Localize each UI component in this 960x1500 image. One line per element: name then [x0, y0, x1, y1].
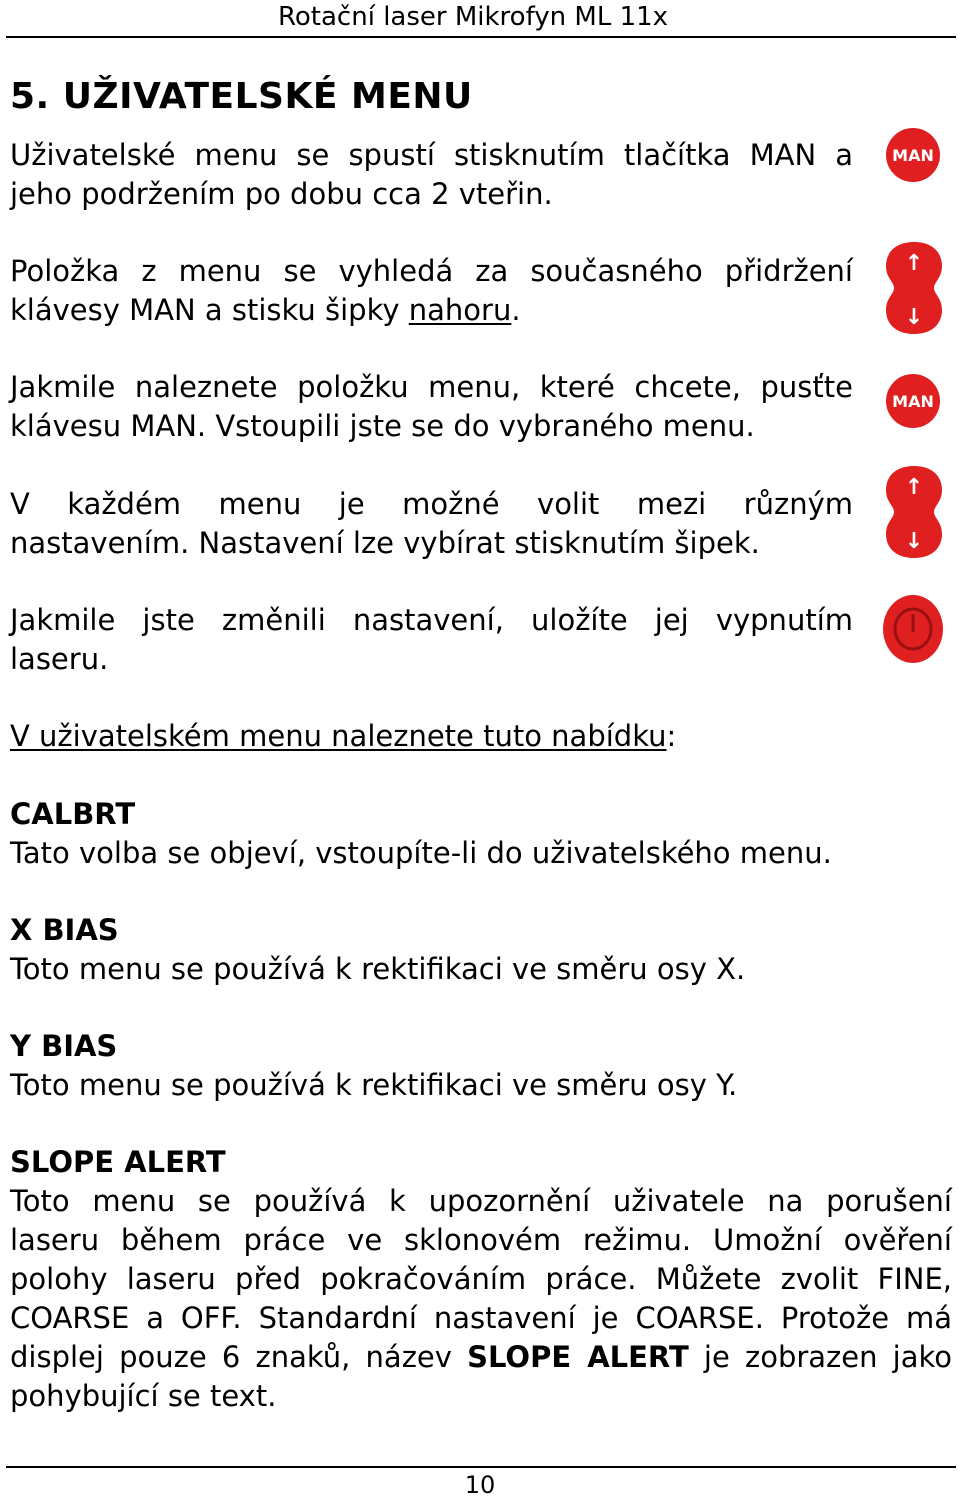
text-line: pohybující se text.	[10, 1379, 277, 1413]
menu-item-description: Toto menu se používá k rektifikaci ve směru osy Y.	[10, 1068, 738, 1102]
text-line: Toto menu se používá k upozornění uživatele na porušení	[10, 1184, 952, 1218]
text-line: laseru.	[10, 642, 109, 676]
up-down-arrows-icon	[884, 464, 944, 560]
arrow-down-icon: ↓	[904, 529, 924, 554]
paragraph-find-item	[10, 252, 853, 330]
text-line	[10, 291, 853, 330]
text-span: displej pouze 6 znaků, název	[10, 1340, 468, 1374]
section-title: 5. UŽIVATELSKÉ MENU	[10, 76, 473, 117]
text-span: .	[511, 293, 521, 327]
text-line: Uživatelské menu se spustí stisknutím tlačítka MAN a	[10, 138, 853, 172]
text-line: jeho podržením po dobu cca 2 vteřin.	[10, 177, 553, 211]
underlined-text: nahoru	[408, 293, 512, 327]
arrow-down-icon: ↓	[904, 305, 924, 330]
menu-item-title: CALBRT	[10, 797, 136, 831]
text-line: COARSE a OFF. Standardní nastavení je COARSE. Protože má	[10, 1301, 952, 1335]
header-rule	[6, 36, 956, 38]
man-button-label: MAN	[892, 392, 934, 411]
text-line: laseru během práce ve sklonovém režimu. Umožní ověření	[10, 1223, 952, 1257]
page-number: 10	[464, 1471, 496, 1499]
menu-list-intro	[10, 717, 676, 756]
menu-item-x-bias	[10, 911, 745, 989]
man-button-label: MAN	[892, 146, 934, 165]
text-line: nastavením. Nastavení lze vybírat stisknutím šipek.	[10, 526, 760, 560]
menu-item-description: Tato volba se objeví, vstoupíte-li do uživatelského menu.	[10, 836, 832, 870]
paragraph-save	[10, 601, 853, 679]
text-span: je zobrazen jako	[688, 1340, 952, 1374]
menu-item-title: SLOPE ALERT	[10, 1145, 226, 1179]
menu-item-y-bias	[10, 1027, 737, 1105]
text-line: polohy laseru před pokračováním práce. Můžete zvolit FINE,	[10, 1262, 952, 1296]
paragraph-release-man	[10, 368, 853, 446]
man-button-icon	[884, 372, 942, 430]
text-line: V každém menu je možné volit mezi různým	[10, 487, 853, 521]
page-header-title: Rotační laser Mikrofyn ML 11x	[278, 2, 669, 32]
menu-item-calbrt	[10, 795, 832, 873]
man-button-icon	[884, 126, 942, 184]
text-span: :	[666, 719, 677, 753]
text-line	[10, 1338, 952, 1377]
up-down-arrows-icon	[884, 240, 944, 336]
underlined-text: V uživatelském menu naleznete tuto nabídku	[10, 719, 667, 753]
text-line: Položka z menu se vyhledá za současného přidržení	[10, 254, 853, 288]
text-span: klávesy MAN a stisku šipky	[10, 293, 409, 327]
menu-item-title: Y BIAS	[10, 1029, 118, 1063]
paragraph-settings	[10, 485, 853, 563]
text-line: Jakmile naleznete položku menu, které chcete, pusťte	[10, 370, 853, 404]
bold-text: SLOPE ALERT	[467, 1340, 689, 1374]
text-line: klávesu MAN. Vstoupili jste se do vybraného menu.	[10, 409, 755, 443]
power-button-icon	[882, 594, 944, 664]
menu-item-title: X BIAS	[10, 913, 119, 947]
text-line: Jakmile jste změnili nastavení, uložíte jej vypnutím	[10, 603, 853, 637]
menu-item-description: Toto menu se používá k rektifikaci ve směru osy X.	[10, 952, 746, 986]
footer-rule	[6, 1466, 956, 1468]
paragraph-start-menu	[10, 136, 853, 214]
arrow-up-icon: ↑	[904, 475, 924, 500]
menu-item-slope-alert	[10, 1143, 952, 1416]
arrow-up-icon: ↑	[904, 251, 924, 276]
